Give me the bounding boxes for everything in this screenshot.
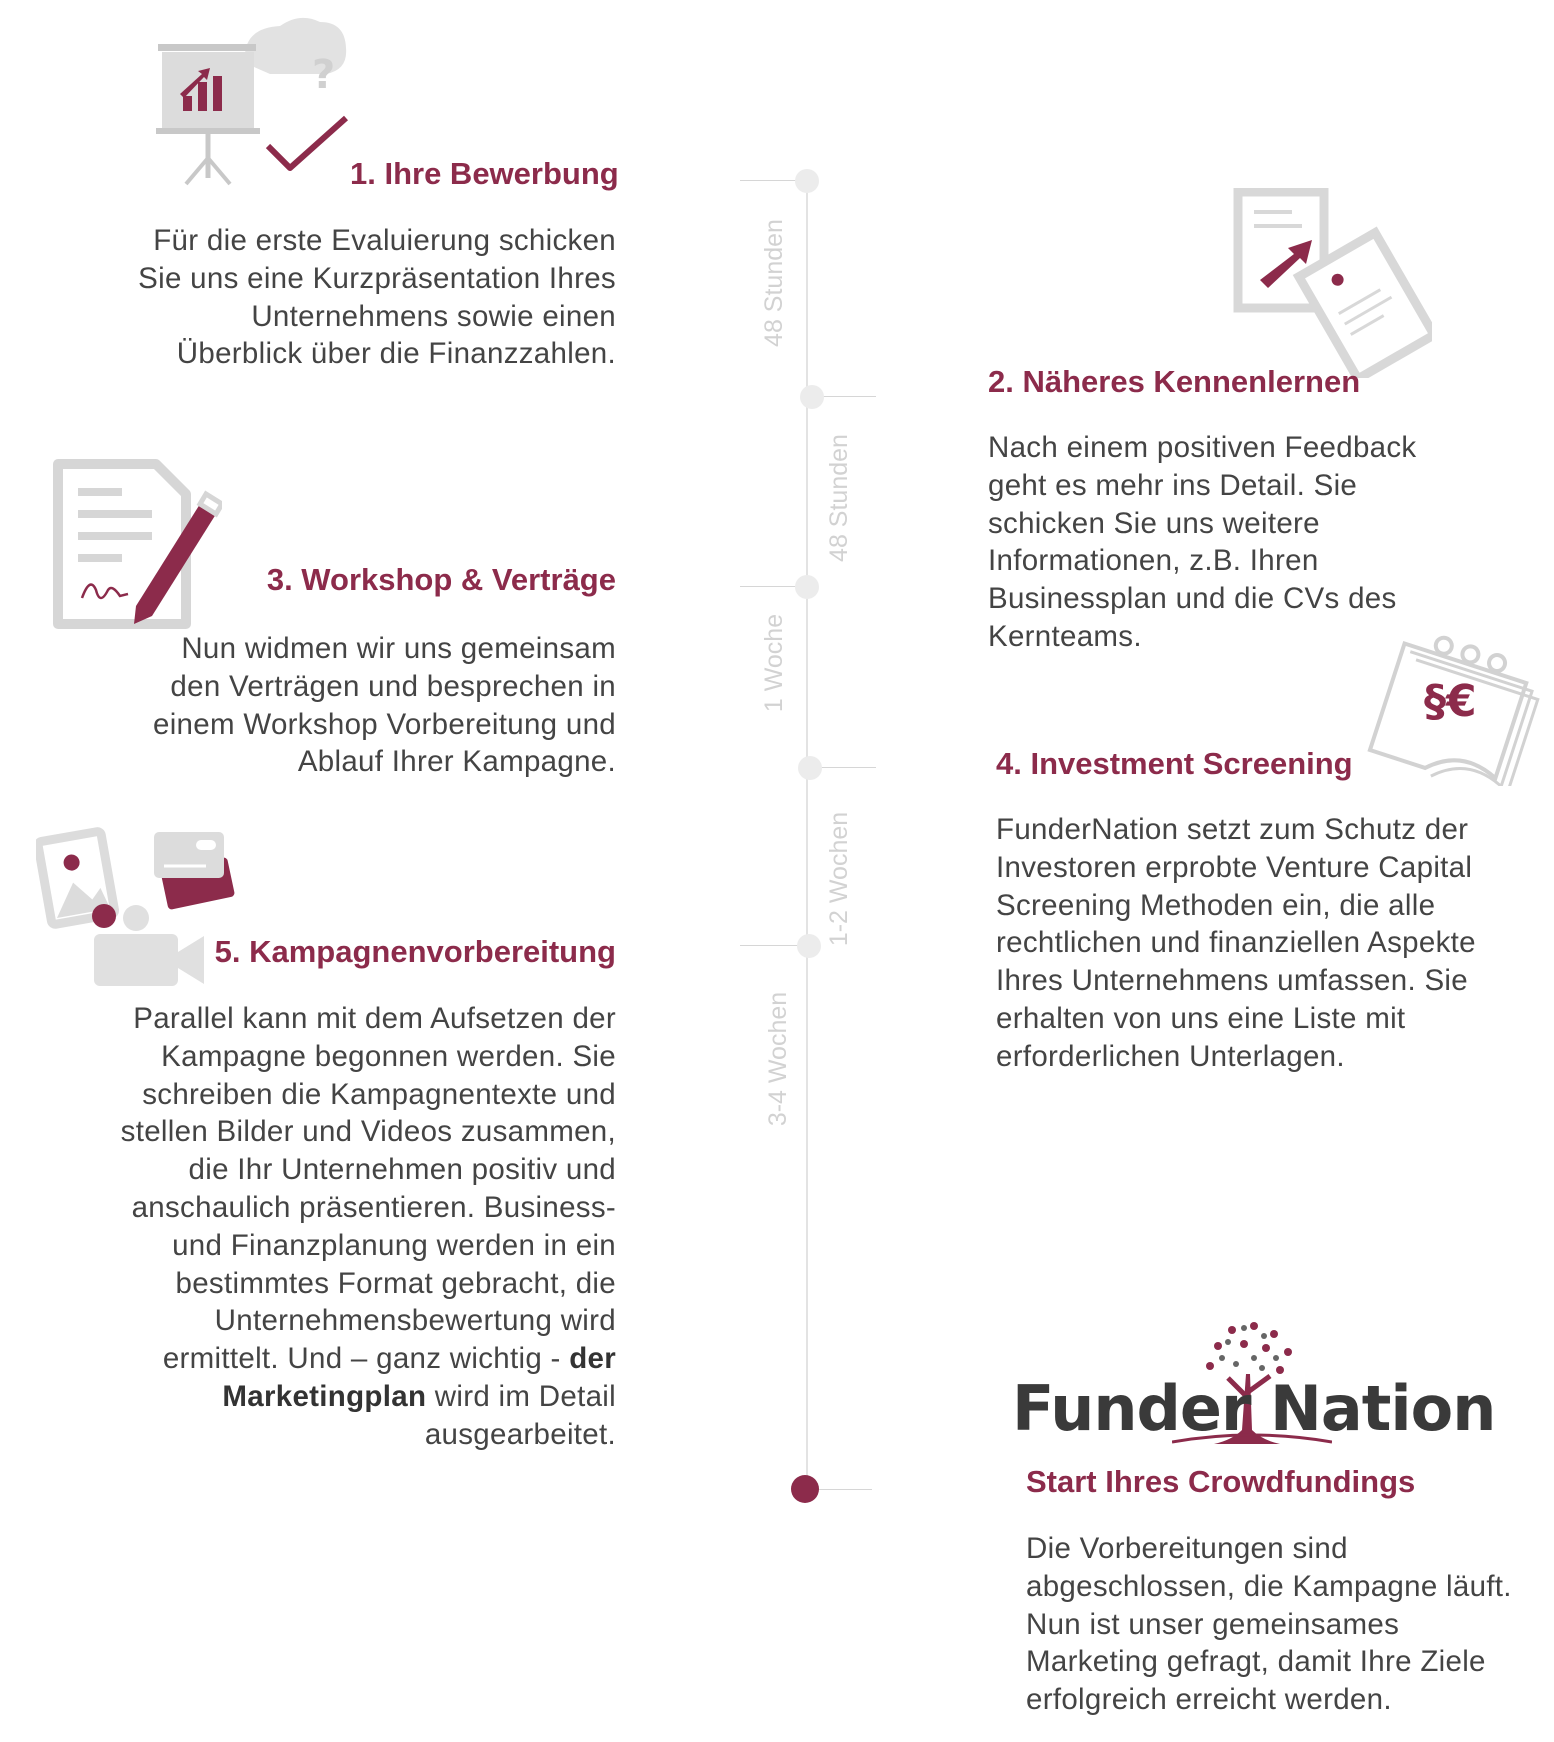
step-1-title: 1. Ihre Bewerbung xyxy=(350,156,619,191)
duration-4: 1-2 Wochen xyxy=(825,811,853,947)
checkmark-icon xyxy=(262,112,354,176)
text-line xyxy=(80,1378,616,1416)
timeline-dot-3 xyxy=(795,575,819,599)
text-line: Screening Methoden ein, die alle xyxy=(996,888,1436,922)
text-line: abgeschlossen, die Kampagne läuft. xyxy=(1026,1569,1512,1603)
step-3-title: 3. Workshop & Verträge xyxy=(266,562,616,597)
fundernation-logo xyxy=(1012,1318,1496,1448)
duration-1: 48 Stunden xyxy=(760,219,788,347)
text-line: Unternehmensbewertung wird xyxy=(214,1304,616,1338)
step-3-text xyxy=(100,630,616,781)
text-line: Parallel kann mit dem Aufsetzen der xyxy=(133,1002,616,1035)
text-line: Informationen, z.B. Ihren xyxy=(988,544,1319,578)
logo-swoosh xyxy=(1172,1432,1332,1448)
text-line: Nun widmen wir uns gemeinsam xyxy=(181,632,616,665)
text-line: Kampagne begonnen werden. Sie xyxy=(161,1039,616,1073)
step-2-text xyxy=(988,429,1468,656)
timeline-dot-1 xyxy=(795,169,819,193)
step-4-text xyxy=(996,811,1536,1076)
step-6-title: Start Ihres Crowdfundings xyxy=(1026,1464,1416,1499)
text-line: Nun ist unser gemeinsames xyxy=(1026,1607,1400,1641)
bold-text: Marketingplan xyxy=(222,1379,427,1413)
bold-text: der xyxy=(569,1342,616,1376)
timeline-dot-5 xyxy=(797,934,821,958)
step-5-title: 5. Kampagnenvorbereitung xyxy=(214,934,616,969)
text-line: Sie uns eine Kurzpräsentation Ihres xyxy=(138,261,616,295)
timeline-dot-2 xyxy=(800,385,824,409)
text-line: rechtlichen und finanziellen Aspekte xyxy=(996,926,1476,960)
text-line: den Verträgen und besprechen in xyxy=(170,669,616,703)
calendar-law-money-icon xyxy=(1366,626,1554,786)
text-line: anschaulich präsentieren. Business- xyxy=(131,1190,616,1224)
step-4-title: 4. Investment Screening xyxy=(996,746,1353,781)
duration-5: 3-4 Wochen xyxy=(764,991,792,1127)
text-line: und Finanzplanung werden in ein xyxy=(172,1228,616,1262)
text-line xyxy=(80,1340,616,1378)
text-line: Unternehmens sowie einen xyxy=(251,299,616,333)
duration-3: 1 Woche xyxy=(760,613,788,713)
contract-pen-icon xyxy=(52,458,222,630)
timeline-dot-4 xyxy=(798,756,822,780)
text-line: Businessplan und die CVs des xyxy=(988,582,1397,616)
text-line: die Ihr Unternehmen positiv und xyxy=(188,1153,616,1187)
text-line: Marketing gefragt, damit Ihre Ziele xyxy=(1026,1645,1486,1679)
step-1-text xyxy=(100,222,616,373)
text-line: schicken Sie uns weitere xyxy=(988,506,1320,540)
text-line: erfolgreich erreicht werden. xyxy=(1026,1683,1392,1717)
text-line: Investoren erprobte Venture Capital xyxy=(996,850,1473,884)
text-line: schreiben die Kampagnentexte und xyxy=(142,1077,616,1111)
duration-2: 48 Stunden xyxy=(825,434,853,562)
text-line: Für die erste Evaluierung schicken xyxy=(153,224,616,257)
timeline-axis xyxy=(806,180,808,1490)
text-line: erforderlichen Unterlagen. xyxy=(996,1039,1345,1073)
text-line: Ablauf Ihrer Kampagne. xyxy=(297,745,616,779)
text-segment: ermittelt. Und – ganz wichtig - xyxy=(162,1342,570,1376)
logo-funder: Funder xyxy=(1012,1372,1251,1445)
svg-text:?: ? xyxy=(312,52,336,98)
text-line: FunderNation setzt zum Schutz der xyxy=(996,813,1469,846)
text-line: Nach einem positiven Feedback xyxy=(988,431,1417,464)
text-line: Die Vorbereitungen sind xyxy=(1026,1532,1348,1565)
text-segment: wird im Detail xyxy=(426,1379,616,1413)
timeline-end-dot xyxy=(791,1475,819,1503)
step-2-title: 2. Näheres Kennenlernen xyxy=(988,364,1361,399)
calendar-symbols: §€ xyxy=(1424,676,1477,727)
text-line: einem Workshop Vorbereitung und xyxy=(152,707,616,741)
text-line: bestimmtes Format gebracht, die xyxy=(175,1266,616,1300)
text-line: Ihres Unternehmens umfassen. Sie xyxy=(996,964,1468,998)
documents-icon xyxy=(1232,188,1432,378)
logo-nation: Nation xyxy=(1270,1372,1496,1445)
step-6-text xyxy=(1026,1530,1546,1719)
text-line: ausgearbeitet. xyxy=(424,1417,616,1451)
text-line: Kernteams. xyxy=(988,619,1142,653)
text-line: geht es mehr ins Detail. Sie xyxy=(988,468,1358,502)
text-line: stellen Bilder und Videos zusammen, xyxy=(120,1115,616,1149)
text-line: Überblick über die Finanzzahlen. xyxy=(176,337,616,371)
text-line: erhalten von uns eine Liste mit xyxy=(996,1001,1406,1035)
step-5-text xyxy=(80,1000,616,1454)
